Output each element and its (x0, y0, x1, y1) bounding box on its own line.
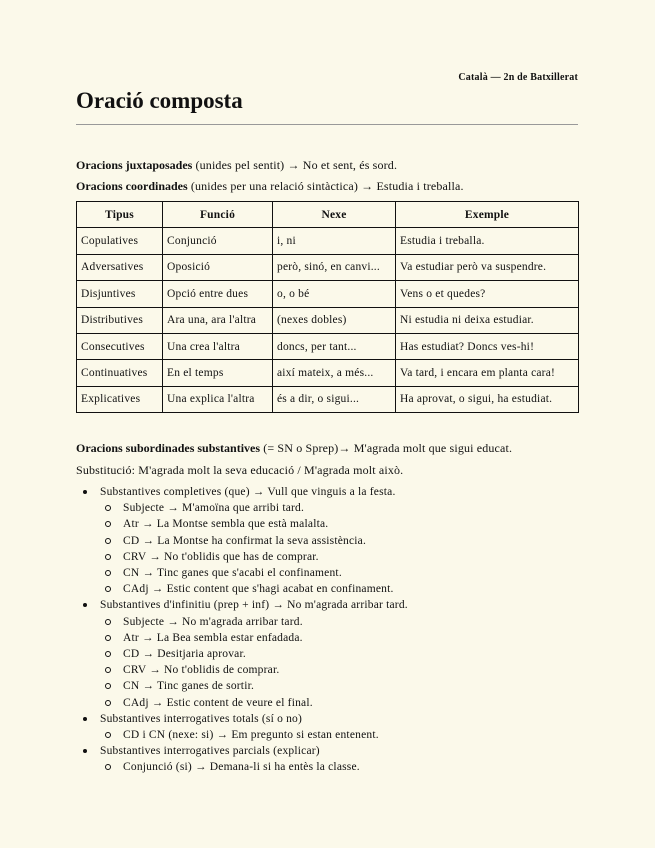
table-cell: és a dir, o sigui... (273, 386, 396, 412)
table-cell: Conjunció (163, 228, 273, 254)
list-item (76, 484, 578, 597)
list-item (76, 597, 578, 710)
table-row (77, 360, 579, 386)
table-cell: o, o bé (273, 281, 396, 307)
table-cell: Continuatives (77, 360, 163, 386)
list-item-text: Substantives d'infinitiu (prep + inf) → No m'agrada arribar tard. (100, 599, 408, 612)
table-row (77, 254, 579, 280)
coordinades-text: (unides per una relació sintàctica) → Estudia i treballa. (187, 179, 464, 193)
table-header-cell: Funció (163, 202, 273, 228)
table-cell: Copulatives (77, 228, 163, 254)
subordinades-text: (= SN o Sprep)→ M'agrada molt que sigui educat. (260, 441, 513, 455)
table-cell: i, ni (273, 228, 396, 254)
sub-list-item: CRV → No t'oblidis que has de comprar. (100, 549, 578, 565)
table-row (77, 228, 579, 254)
table-cell: En el temps (163, 360, 273, 386)
sub-list-item: CAdj → Estic content que s'hagi acabat en confinament. (100, 581, 578, 597)
subordinades-label: Oracions subordinades substantives (76, 441, 261, 455)
coordinades-line (76, 179, 464, 194)
sub-list-item: Atr → La Montse sembla que està malalta. (100, 516, 578, 532)
subordinades-line (76, 441, 512, 456)
table-cell: Oposició (163, 254, 273, 280)
table-cell: Vens o et quedes? (396, 281, 579, 307)
sub-list-item: CN → Tinc ganes de sortir. (100, 678, 578, 694)
juxtaposades-text: (unides pel sentit) → No et sent, és sord. (192, 158, 398, 172)
table-cell: Distributives (77, 307, 163, 333)
sub-list (100, 500, 578, 597)
table-cell: així mateix, a més... (273, 360, 396, 386)
sub-list (100, 759, 578, 775)
sub-list-item: CD i CN (nexe: si) → Em pregunto si estan entenent. (100, 727, 578, 743)
table-cell: Va tard, i encara em planta cara! (396, 360, 579, 386)
list-item-text: Substantives interrogatives totals (sí o no) (100, 712, 303, 725)
table-cell: Disjuntives (77, 281, 163, 307)
table-header-cell: Exemple (396, 202, 579, 228)
table-cell: però, sinó, en canvi... (273, 254, 396, 280)
sub-list-item: CD → La Montse ha confirmat la seva assistència. (100, 533, 578, 549)
table-header-cell: Nexe (273, 202, 396, 228)
subject-header: Català — 2n de Batxillerat (458, 72, 578, 83)
sub-list-item: CN → Tinc ganes que s'acabi el confinament. (100, 565, 578, 581)
sub-list (100, 727, 578, 743)
table-row (77, 281, 579, 307)
list-item-text: Substantives completives (que) → Vull que vinguis a la festa. (100, 486, 396, 498)
title-divider (76, 124, 578, 125)
table-header-row (77, 202, 579, 228)
table-cell: Explicatives (77, 386, 163, 412)
sub-list-item: CAdj → Estic content de veure el final. (100, 695, 578, 711)
table-row (77, 386, 579, 412)
sub-list-item: Atr → La Bea sembla estar enfadada. (100, 630, 578, 646)
sub-list-item: CD → Desitjaria aprovar. (100, 646, 578, 662)
juxtaposades-label: Oracions juxtaposades (76, 158, 193, 172)
list-item (76, 711, 578, 743)
subordinades-list (76, 484, 578, 776)
table-cell: Una crea l'altra (163, 333, 273, 359)
sub-list-item: Conjunció (si) → Demana-li si ha entès la classe. (100, 759, 578, 775)
table-cell: Estudia i treballa. (396, 228, 579, 254)
table-cell: Ni estudia ni deixa estudiar. (396, 307, 579, 333)
table-row (77, 307, 579, 333)
page-title: Oració composta (76, 88, 243, 113)
table-cell: Va estudiar però va suspendre. (396, 254, 579, 280)
list-item-text: Substantives interrogatives parcials (explicar) (100, 745, 320, 758)
table-cell: Consecutives (77, 333, 163, 359)
table-cell: Opció entre dues (163, 281, 273, 307)
sub-list-item: CRV → No t'oblidis de comprar. (100, 662, 578, 678)
sub-list (100, 614, 578, 711)
table-cell: Has estudiat? Doncs ves-hi! (396, 333, 579, 359)
juxtaposades-line (76, 158, 397, 173)
table-header-cell: Tipus (77, 202, 163, 228)
table-cell: Ara una, ara l'altra (163, 307, 273, 333)
table-cell: (nexes dobles) (273, 307, 396, 333)
table-cell: Adversatives (77, 254, 163, 280)
table-cell: doncs, per tant... (273, 333, 396, 359)
table-cell: Una explica l'altra (163, 386, 273, 412)
substitucio-line: Substitució: M'agrada molt la seva educació / M'agrada molt això. (76, 463, 404, 477)
table-row (77, 333, 579, 359)
sub-list-item: Subjecte → No m'agrada arribar tard. (100, 614, 578, 630)
table-cell: Ha aprovat, o sigui, ha estudiat. (396, 386, 579, 412)
coordinades-table (76, 201, 579, 413)
coordinades-label: Oracions coordinades (76, 179, 188, 193)
sub-list-item: Subjecte → M'amoïna que arribi tard. (100, 500, 578, 516)
list-item (76, 743, 578, 775)
